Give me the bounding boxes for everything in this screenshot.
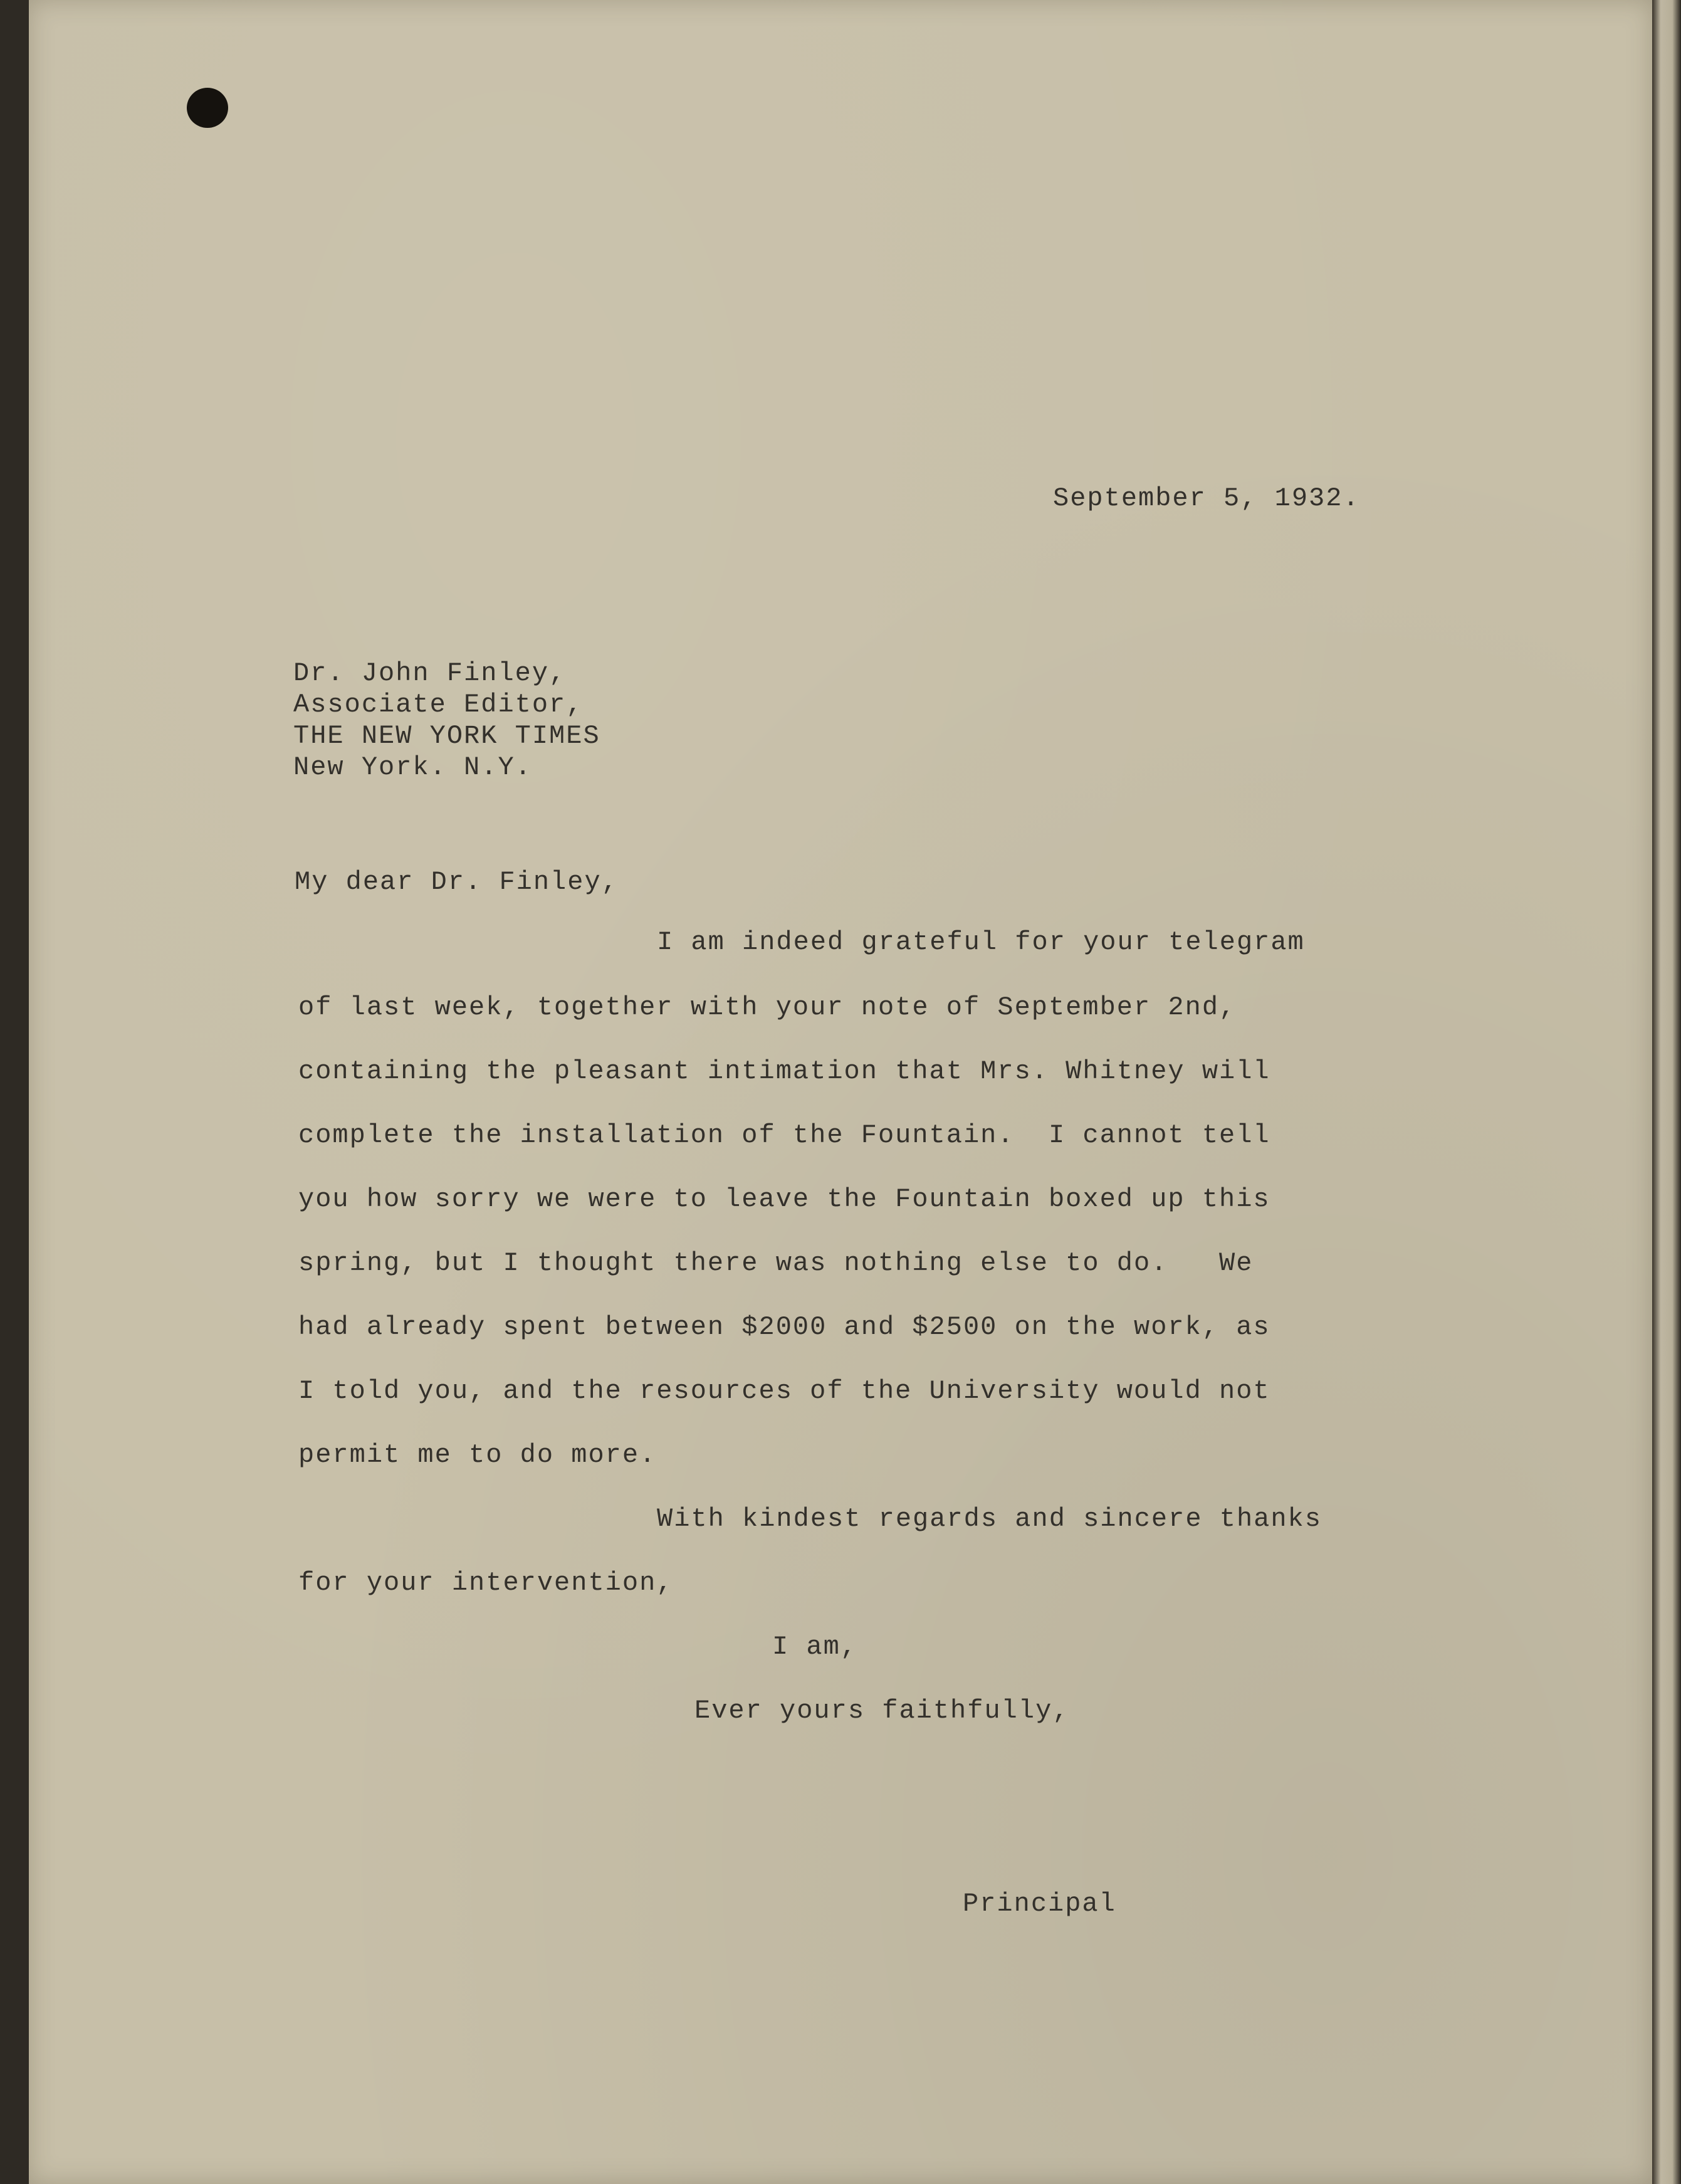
page-edge [1652, 0, 1681, 2184]
body-line: containing the pleasant intimation that Mrs. Whitney will [298, 1056, 1270, 1086]
letter-date: September 5, 1932. [1053, 483, 1360, 513]
punch-hole [187, 88, 228, 128]
body-line: had already spent between $2000 and $2500 on the work, as [298, 1312, 1270, 1342]
body-line: I am indeed grateful for your telegram [657, 927, 1305, 957]
letter-page [29, 0, 1652, 2184]
salutation: My dear Dr. Finley, [295, 867, 619, 897]
signer-title: Principal [963, 1889, 1116, 1919]
address-line: Associate Editor, [293, 690, 584, 720]
address-line: Dr. John Finley, [293, 658, 567, 688]
signoff: Ever yours faithfully, [694, 1696, 1070, 1726]
body-line: of last week, together with your note of September 2nd, [298, 992, 1237, 1022]
body-line: spring, but I thought there was nothing else to do. We [298, 1248, 1254, 1278]
closing: I am, [772, 1632, 858, 1662]
body-line: I told you, and the resources of the University would not [298, 1376, 1270, 1406]
address-line: New York. N.Y. [293, 752, 532, 782]
body-line: With kindest regards and sincere thanks [657, 1504, 1322, 1534]
body-line: you how sorry we were to leave the Fountain boxed up this [298, 1184, 1270, 1214]
address-line: THE NEW YORK TIMES [293, 721, 600, 751]
body-line: permit me to do more. [298, 1440, 657, 1470]
body-line: complete the installation of the Fountain. I cannot tell [298, 1120, 1270, 1150]
body-line: for your intervention, [298, 1568, 674, 1598]
